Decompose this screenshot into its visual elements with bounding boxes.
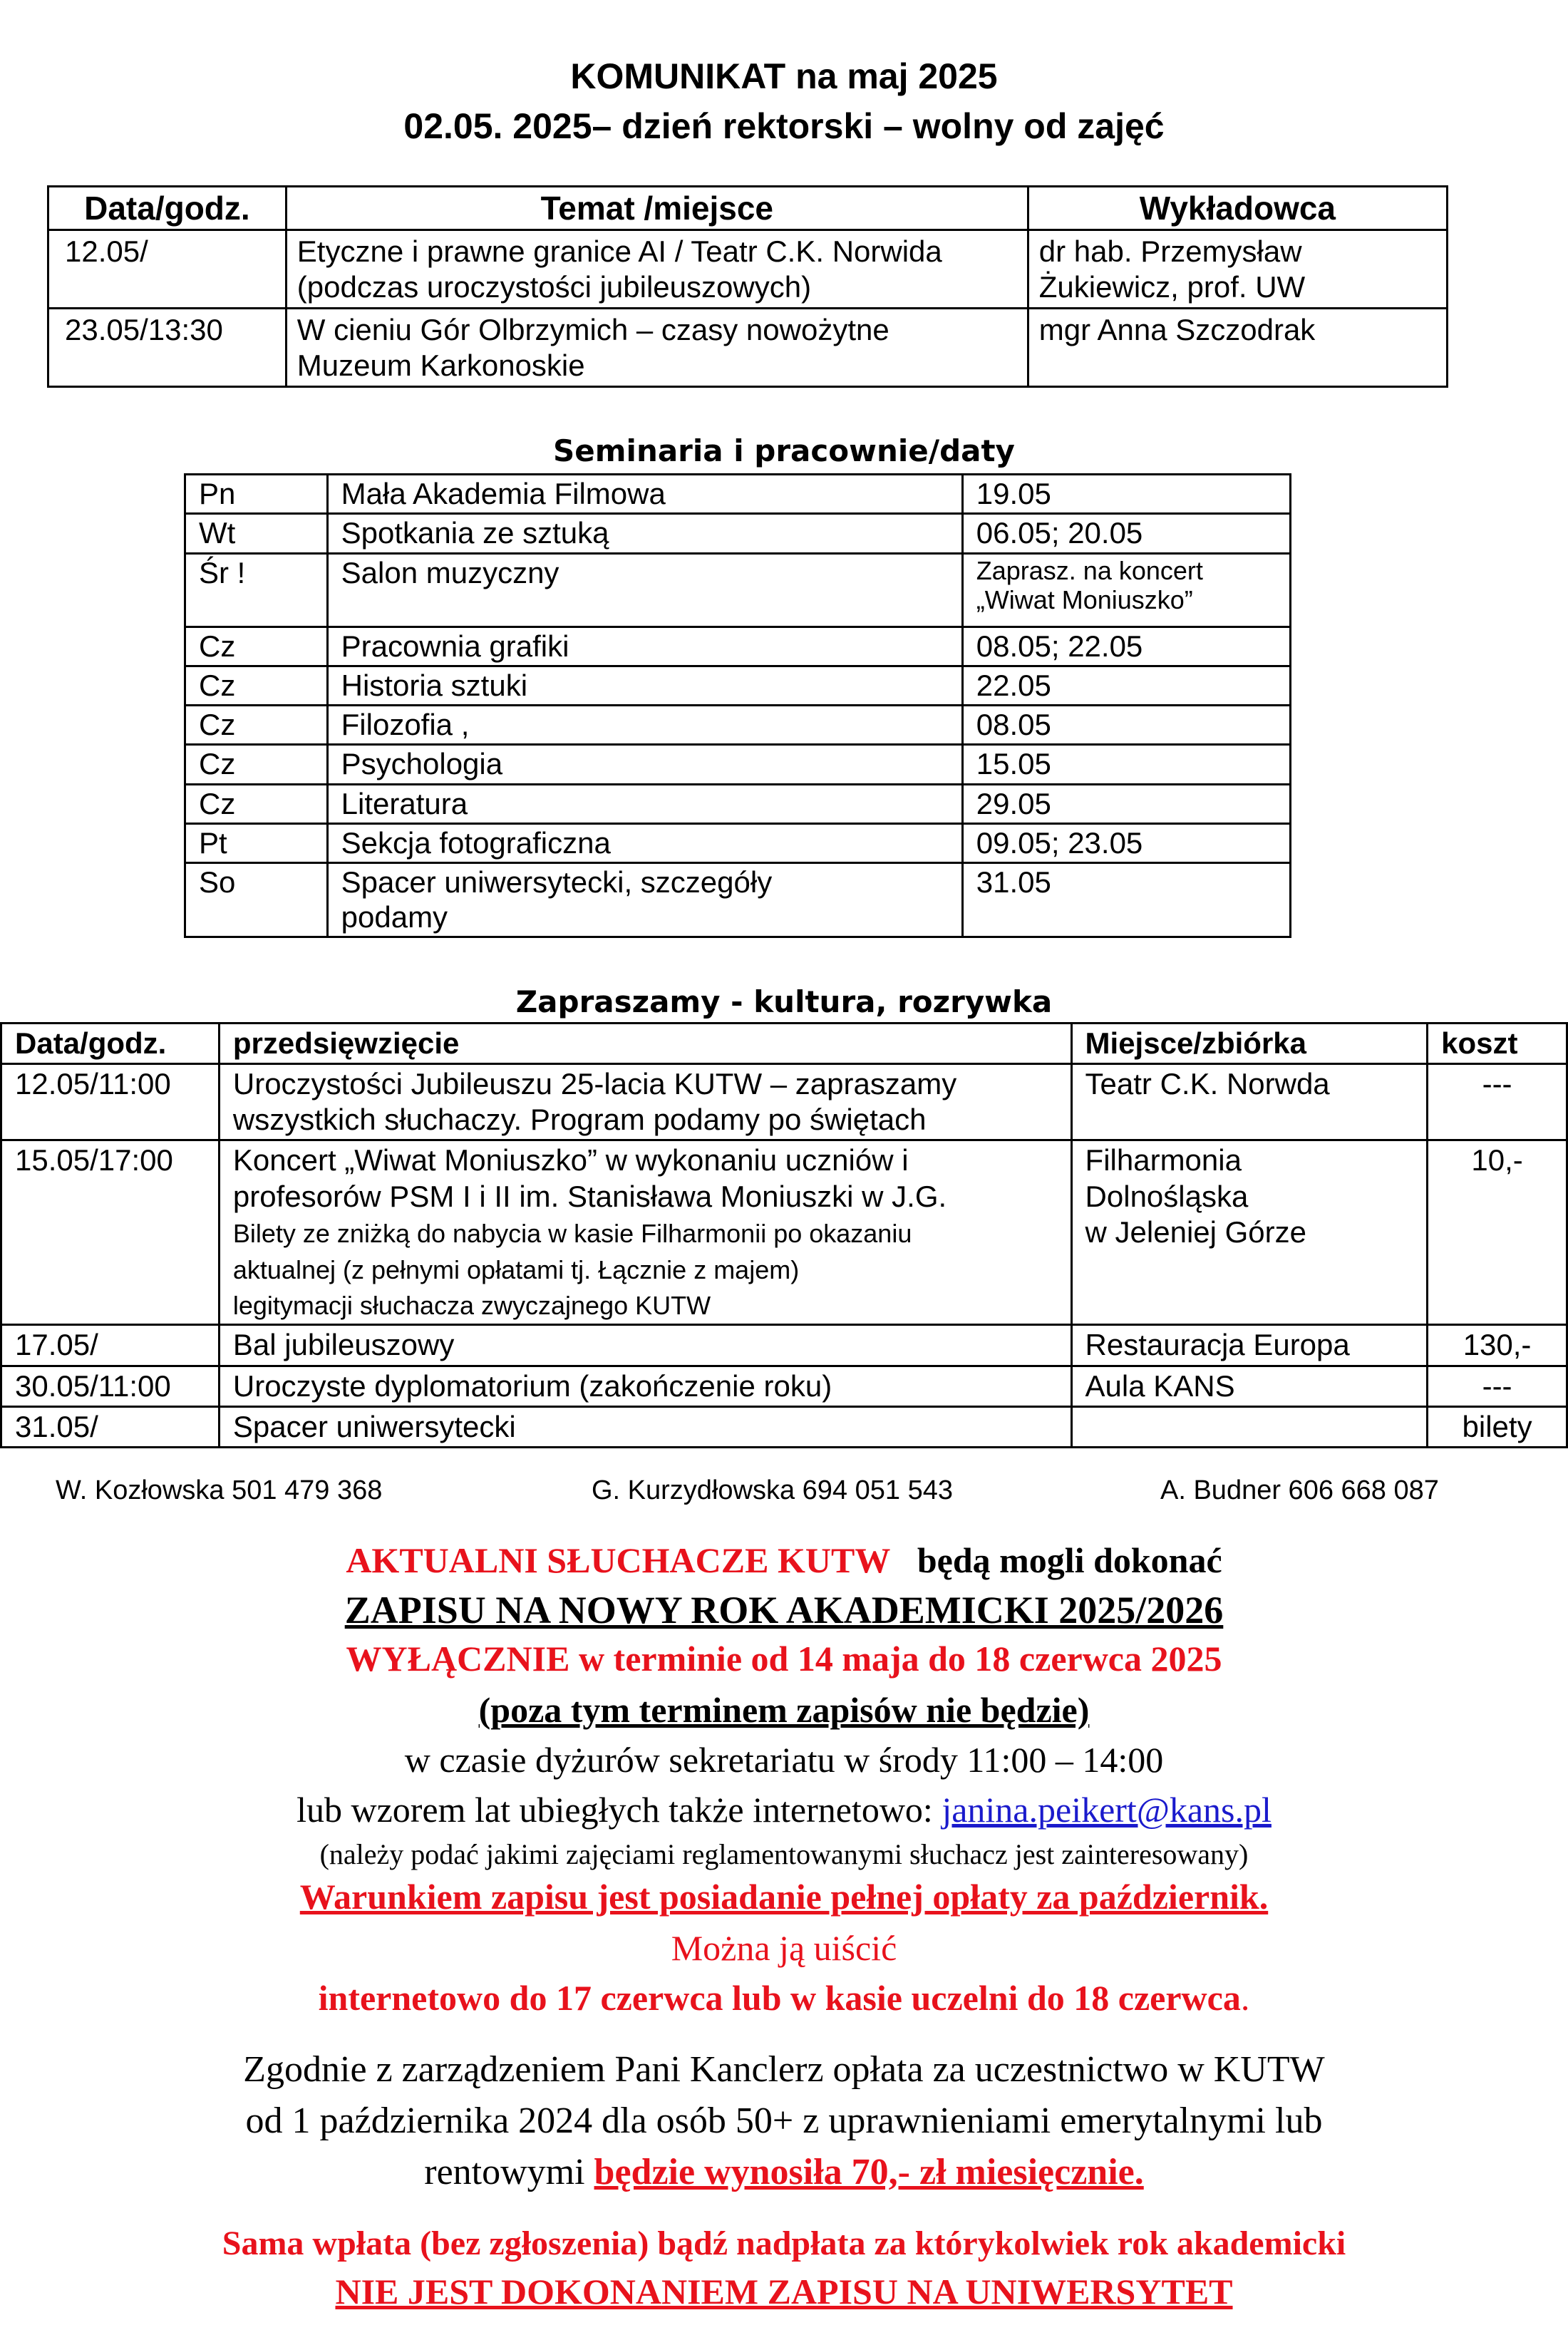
seminar-dates: 06.05; 20.05 bbox=[962, 514, 1290, 553]
event-date: 12.05/11:00 bbox=[1, 1063, 220, 1140]
event-place-line: Filharmonia bbox=[1085, 1143, 1242, 1177]
column-header: Temat /miejsce bbox=[286, 187, 1028, 230]
column-header: przedsięwzięcie bbox=[219, 1024, 1071, 1064]
seminar-dates: 09.05; 23.05 bbox=[962, 824, 1290, 863]
seminar-name: Mała Akademia Filmowa bbox=[327, 475, 962, 514]
seminar-name: Spotkania ze sztuką bbox=[327, 514, 962, 553]
contact-kozlowska: W. Kozłowska 501 479 368 bbox=[56, 1475, 383, 1505]
seminar-name: Pracownia grafiki bbox=[327, 627, 962, 666]
event-cost: --- bbox=[1428, 1366, 1567, 1406]
lecture-topic-line: W cieniu Gór Olbrzymich – czasy nowożytne bbox=[296, 313, 889, 347]
table-row bbox=[1, 1407, 1567, 1448]
notice-line-15: NIE JEST DOKONANIEM ZAPISU NA UNIWERSYTET bbox=[335, 2272, 1233, 2311]
email-link[interactable]: janina.peikert@kans.pl bbox=[942, 1790, 1272, 1830]
seminar-day: So bbox=[185, 863, 328, 937]
event-cost: 10,- bbox=[1428, 1140, 1567, 1325]
table-row bbox=[1, 1366, 1567, 1406]
lecturer-line: mgr Anna Szczodrak bbox=[1038, 313, 1316, 347]
column-header: Miejsce/zbiórka bbox=[1071, 1024, 1428, 1064]
table-row bbox=[185, 627, 1291, 666]
seminar-day: Wt bbox=[185, 514, 328, 553]
event-description: Uroczyste dyplomatorium (zakończenie roku) bbox=[219, 1366, 1071, 1406]
column-header: koszt bbox=[1428, 1024, 1567, 1064]
notice-line-12: od 1 października 2024 dla osób 50+ z uprawnieniami emerytalnymi lub bbox=[245, 2100, 1323, 2141]
event-cost: --- bbox=[1428, 1063, 1567, 1140]
event-description bbox=[219, 1063, 1071, 1140]
event-place bbox=[1071, 1407, 1428, 1448]
notice-highlight: AKTUALNI SŁUCHACZE KUTW bbox=[346, 1540, 891, 1580]
notice-text: lub wzorem lat ubiegłych także internetowo: bbox=[296, 1790, 942, 1830]
seminar-dates: 15.05 bbox=[962, 745, 1290, 784]
notice-text: . bbox=[1240, 1978, 1250, 2018]
notice-line-3 bbox=[0, 1638, 1568, 1679]
seminar-name: Psychologia bbox=[327, 745, 962, 784]
notice-line-11: Zgodnie z zarządzeniem Pani Kanclerz opłata za uczestnictwo w KUTW bbox=[243, 2049, 1325, 2090]
event-line: wszystkich słuchaczy. Program podamy po świętach bbox=[232, 1102, 927, 1136]
seminar-dates: 22.05 bbox=[962, 666, 1290, 705]
seminar-day: Pt bbox=[185, 824, 328, 863]
notice-text: będą mogli dokonać bbox=[917, 1540, 1222, 1580]
lecturer bbox=[1028, 230, 1447, 309]
notice-line-13 bbox=[0, 2151, 1568, 2193]
table-row bbox=[48, 309, 1448, 387]
table-row bbox=[185, 745, 1291, 784]
notice-line-14: Sama wpłata (bez zgłoszenia) bądź nadpłata za którykolwiek rok akademicki bbox=[222, 2225, 1346, 2262]
seminar-name: Filozofia , bbox=[327, 706, 962, 745]
seminar-dates: 08.05; 22.05 bbox=[962, 627, 1290, 666]
event-description bbox=[219, 1140, 1071, 1325]
event-note: legitymacji słuchacza zwyczajnego KUTW bbox=[232, 1290, 711, 1320]
seminar-dates bbox=[962, 553, 1290, 627]
lecturer-line: dr hab. Przemysław bbox=[1038, 234, 1302, 269]
column-header: Data/godz. bbox=[1, 1024, 220, 1064]
table-row bbox=[1, 1140, 1567, 1325]
table-header-row bbox=[1, 1024, 1567, 1064]
lectures-table bbox=[47, 185, 1448, 388]
notice-text: rentowymi bbox=[424, 2152, 594, 2192]
lecturer bbox=[1028, 309, 1447, 387]
lecture-topic-line: (podczas uroczystości jubileuszowych) bbox=[296, 269, 812, 304]
table-row bbox=[1, 1325, 1567, 1366]
event-description: Bal jubileuszowy bbox=[219, 1325, 1071, 1366]
table-row bbox=[185, 475, 1291, 514]
lecture-topic-line: Muzeum Karkonoskie bbox=[296, 348, 585, 382]
event-note: Bilety ze zniżką do nabycia w kasie Filharmonii po okazaniu bbox=[232, 1219, 912, 1249]
announcement-title: KOMUNIKAT na maj 2025 bbox=[570, 56, 998, 96]
event-place-line: Dolnośląska bbox=[1085, 1179, 1249, 1213]
seminar-name: Historia sztuki bbox=[327, 666, 962, 705]
seminar-day: Pn bbox=[185, 475, 328, 514]
event-date: 30.05/11:00 bbox=[1, 1366, 220, 1406]
notice-line-7: (należy podać jakimi zajęciami reglamentowanymi słuchacz jest zainteresowany) bbox=[319, 1838, 1249, 1870]
seminar-day: Cz bbox=[185, 706, 328, 745]
notice-line-5: w czasie dyżurów sekretariatu w środy 11:00 – 14:00 bbox=[404, 1740, 1164, 1780]
event-line: Koncert „Wiwat Moniuszko” w wykonaniu uczniów i bbox=[232, 1143, 909, 1177]
event-cost: bilety bbox=[1428, 1407, 1567, 1448]
event-line: Uroczystości Jubileuszu 25-lacia KUTW – zapraszamy bbox=[232, 1066, 957, 1100]
event-date: 31.05/ bbox=[1, 1407, 220, 1448]
seminar-name: Sekcja fotograficzna bbox=[327, 824, 962, 863]
event-place: Aula KANS bbox=[1071, 1366, 1428, 1406]
seminar-dates: 08.05 bbox=[962, 706, 1290, 745]
event-place bbox=[1071, 1140, 1428, 1325]
notice-line-9: Można ją uiścić bbox=[671, 1928, 897, 1968]
event-cost: 130,- bbox=[1428, 1325, 1567, 1366]
contact-kurzydlowska: G. Kurzydłowska 694 051 543 bbox=[592, 1475, 953, 1505]
seminar-name bbox=[327, 863, 962, 937]
culture-title: Zapraszamy - kultura, rozrywka bbox=[515, 984, 1053, 1019]
column-header: Data/godz. bbox=[48, 187, 287, 230]
seminar-dates-line: Zaprasz. na koncert bbox=[976, 555, 1203, 585]
seminar-day: Cz bbox=[185, 666, 328, 705]
seminar-day: Cz bbox=[185, 745, 328, 784]
seminar-day: Cz bbox=[185, 627, 328, 666]
lecture-topic-line: Etyczne i prawne granice AI / Teatr C.K. Norwida bbox=[296, 234, 942, 269]
event-place-line: w Jeleniej Górze bbox=[1085, 1215, 1307, 1249]
notice-line-2: ZAPISU NA NOWY ROK AKADEMICKI 2025/2026 bbox=[344, 1589, 1224, 1631]
seminar-name: Literatura bbox=[327, 784, 962, 823]
event-description: Spacer uniwersytecki bbox=[219, 1407, 1071, 1448]
seminar-dates-line: „Wiwat Moniuszko” bbox=[976, 584, 1193, 614]
event-note: aktualnej (z pełnymi opłatami tj. Łącznie z majem) bbox=[232, 1254, 800, 1284]
event-place: Teatr C.K. Norwda bbox=[1071, 1063, 1428, 1140]
seminar-day: Śr ! bbox=[185, 553, 328, 627]
seminar-name-line: podamy bbox=[341, 899, 448, 934]
lecture-topic bbox=[286, 230, 1028, 309]
notice-highlight: w terminie od 14 maja do 18 czerwca 2025 bbox=[569, 1639, 1222, 1679]
event-date: 17.05/ bbox=[1, 1325, 220, 1366]
notice-highlight: będzie wynosiła 70,- zł miesięcznie. bbox=[594, 2152, 1144, 2192]
notice-highlight: WYŁĄCZNIE bbox=[346, 1639, 570, 1679]
table-row bbox=[48, 230, 1448, 309]
table-row bbox=[185, 784, 1291, 823]
event-place: Restauracja Europa bbox=[1071, 1325, 1428, 1366]
table-header-row bbox=[48, 187, 1448, 230]
seminar-name: Salon muzyczny bbox=[327, 553, 962, 627]
event-line: profesorów PSM I i II im. Stanisława Moniuszki w J.G. bbox=[232, 1179, 947, 1213]
lecture-date: 12.05/ bbox=[48, 230, 287, 309]
table-row bbox=[185, 824, 1291, 863]
table-row bbox=[185, 514, 1291, 553]
notice-line-6 bbox=[0, 1789, 1568, 1830]
table-row bbox=[185, 553, 1291, 627]
culture-table bbox=[0, 1022, 1568, 1448]
seminar-name-line: Spacer uniwersytecki, szczegóły bbox=[341, 865, 773, 899]
notice-line-10 bbox=[0, 1977, 1568, 2019]
notice-line-1 bbox=[0, 1540, 1568, 1581]
contact-budner: A. Budner 606 668 087 bbox=[1160, 1475, 1439, 1505]
lecture-topic bbox=[286, 309, 1028, 387]
table-row bbox=[185, 666, 1291, 705]
lecturer-line: Żukiewicz, prof. UW bbox=[1038, 269, 1306, 304]
seminar-day: Cz bbox=[185, 784, 328, 823]
table-row bbox=[185, 863, 1291, 937]
lecture-date: 23.05/13:30 bbox=[48, 309, 287, 387]
rector-day-note: 02.05. 2025– dzień rektorski – wolny od zajęć bbox=[403, 106, 1165, 146]
event-date: 15.05/17:00 bbox=[1, 1140, 220, 1325]
seminar-dates: 31.05 bbox=[962, 863, 1290, 937]
column-header: Wykładowca bbox=[1028, 187, 1447, 230]
notice-line-4: (poza tym terminem zapisów nie będzie) bbox=[478, 1690, 1090, 1730]
notice-highlight: internetowo do 17 czerwca lub w kasie uczelni do 18 czerwca bbox=[318, 1978, 1241, 2018]
table-row bbox=[185, 706, 1291, 745]
seminars-title: Seminaria i pracownie/daty bbox=[553, 433, 1015, 468]
table-row bbox=[1, 1063, 1567, 1140]
seminar-dates: 19.05 bbox=[962, 475, 1290, 514]
notice-line-8: Warunkiem zapisu jest posiadanie pełnej opłaty za październik. bbox=[299, 1877, 1269, 1917]
seminar-dates: 29.05 bbox=[962, 784, 1290, 823]
seminars-table bbox=[184, 473, 1291, 938]
